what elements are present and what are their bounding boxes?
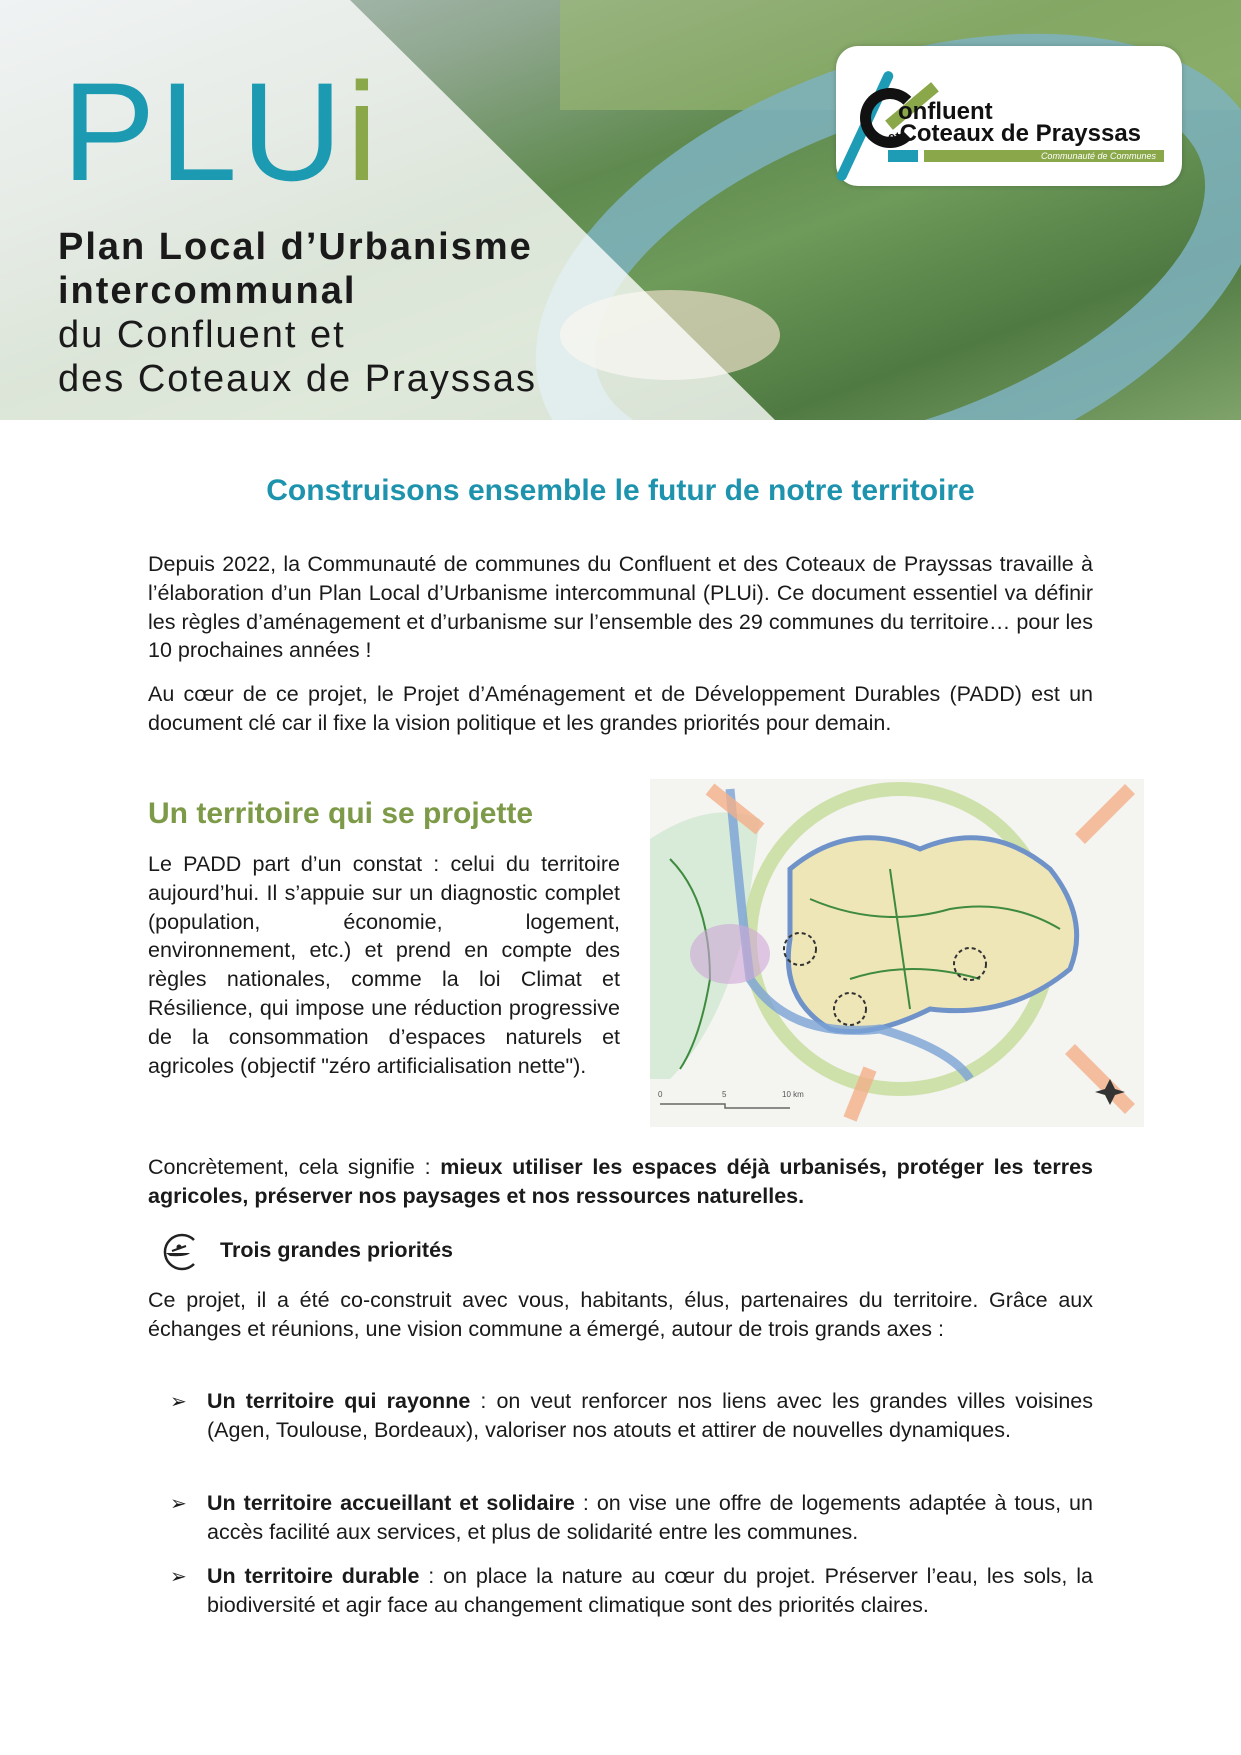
concretely-prefix: Concrètement, cela signifie : bbox=[148, 1155, 441, 1179]
priority-item-text: : on vise une offre de logements adaptée à tous, un accès facilité aux services, et plus de solidarité entre les communes. bbox=[207, 1491, 1093, 1544]
priority-item-title: Un territoire qui rayonne bbox=[207, 1389, 471, 1413]
logo-line1: onfluent bbox=[898, 98, 993, 125]
concretely-bold: mieux utiliser les espaces déjà urbanisés, protéger les terres agricoles, préserver nos paysages et nos ressources naturelles. bbox=[148, 1155, 1093, 1208]
priority-item-title: Un territoire accueillant et solidaire bbox=[207, 1491, 575, 1515]
confluent-logo bbox=[836, 46, 1182, 186]
plui-title-i: i bbox=[346, 53, 382, 210]
subtitle-line-4: des Coteaux de Prayssas bbox=[58, 358, 538, 400]
map-scale-5: 5 bbox=[722, 1090, 727, 1099]
logo-et: et bbox=[888, 129, 900, 144]
priority-item bbox=[207, 1562, 1093, 1620]
section-text: Le PADD part d’un constat : celui du territoire aujourd’hui. Il s’appuie sur un diagnostic complet (population, économie, logement, environnement, etc.) et prend en compte des règles nationales, comme la loi Climat et Résilience, qui impose une réduction progressive de la consommation d’espaces naturels et agricoles (objectif "zéro artificialisation nette"). bbox=[148, 852, 620, 1078]
plui-title-main: PLU bbox=[62, 53, 347, 210]
priority-item-text: : on place la nature au cœur du projet. Préserver l’eau, les sols, la biodiversité et agir face au changement climatique sont des priorités claires. bbox=[207, 1564, 1093, 1617]
padd-map bbox=[650, 779, 1144, 1127]
map-graphic bbox=[650, 779, 1144, 1127]
priority-item bbox=[207, 1489, 1093, 1547]
priority-item-title: Un territoire durable bbox=[207, 1564, 420, 1588]
concretely-paragraph bbox=[148, 1153, 1093, 1211]
subtitle-line-2: intercommunal bbox=[58, 270, 357, 312]
priorities-intro: Ce projet, il a été co-construit avec vous, habitants, élus, partenaires du territoire. Grâce aux échanges et réunions, une vision commune a émergé, autour de trois grands axes : bbox=[148, 1288, 1093, 1341]
logo-bar-blue bbox=[888, 150, 918, 162]
plui-title bbox=[62, 53, 382, 210]
intro-paragraph-1: Depuis 2022, la Communauté de communes du Confluent et des Coteaux de Prayssas travaille à l’élaboration d’un Plan Local d’Urbanisme intercommunal (PLUi). Ce document essentiel va définir les règles d’aménagement et d’urbanisme sur l’ensemble des 29 communes du territoire… pour les 10 prochaines années ! bbox=[148, 552, 1093, 663]
kayak-icon bbox=[160, 1232, 200, 1272]
header-banner bbox=[0, 0, 1241, 420]
subtitle-line-1: Plan Local d’Urbanisme bbox=[58, 226, 533, 268]
bullet-arrow-icon: ➢ bbox=[170, 1391, 187, 1413]
map-scale-0: 0 bbox=[658, 1090, 663, 1099]
intro-paragraph-2: Au cœur de ce projet, le Projet d’Aménagement et de Développement Durables (PADD) est un document clé car il fixe la vision politique et les grandes priorités pour demain. bbox=[148, 682, 1093, 735]
priority-item bbox=[207, 1387, 1093, 1445]
section-title: Un territoire qui se projette bbox=[148, 797, 534, 830]
logo-line2 bbox=[888, 120, 1141, 148]
map-scale-10: 10 km bbox=[782, 1090, 804, 1099]
bullet-arrow-icon: ➢ bbox=[170, 1493, 187, 1515]
priorities-title: Trois grandes priorités bbox=[220, 1238, 453, 1262]
subtitle-line-3: du Confluent et bbox=[58, 314, 346, 356]
bullet-arrow-icon: ➢ bbox=[170, 1566, 187, 1588]
logo-line2-text: Coteaux de Prayssas bbox=[899, 120, 1142, 147]
logo-tagline: Communauté de Communes bbox=[924, 150, 1164, 162]
priority-item-text: : on veut renforcer nos liens avec les grandes villes voisines (Agen, Toulouse, Bordeaux), valoriser nos atouts et attirer de nouvelles dynamiques. bbox=[207, 1389, 1093, 1442]
main-title: Construisons ensemble le futur de notre territoire bbox=[266, 474, 975, 507]
